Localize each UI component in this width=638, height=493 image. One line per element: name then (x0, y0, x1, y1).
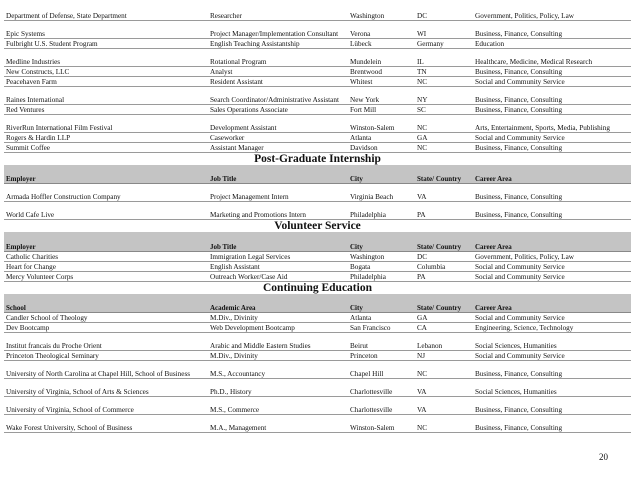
cell-career-area: Government, Politics, Policy, Law (473, 2, 631, 20)
cell-career-area: Business, Finance, Consulting (473, 184, 631, 202)
table-row (4, 20, 631, 38)
column-header: Employer (4, 165, 208, 184)
cell-career-area: Social and Community Service (473, 271, 631, 281)
column-header: Career Area (473, 294, 631, 313)
cell-position: Caseworker (208, 132, 348, 142)
cell-position: Web Development Bootcamp (208, 323, 348, 333)
cell-state: VA (415, 397, 473, 415)
section-title-row (4, 281, 631, 294)
cell-city: Chapel Hill (348, 361, 415, 379)
column-header: State/ Country (415, 294, 473, 313)
section-title: Volunteer Service (274, 220, 361, 232)
cell-state: NC (415, 415, 473, 433)
cell-state: GA (415, 132, 473, 142)
cell-state: SC (415, 104, 473, 114)
column-header-row (4, 294, 631, 313)
cell-organization: World Cafe Live (4, 202, 208, 220)
column-header: Career Area (473, 165, 631, 184)
cell-city: Winston-Salem (348, 114, 415, 132)
cell-state: PA (415, 202, 473, 220)
cell-state: IL (415, 48, 473, 66)
column-header-row (4, 165, 631, 184)
cell-city: Philadelphia (348, 271, 415, 281)
cell-position: Analyst (208, 66, 348, 76)
column-header: Academic Area (208, 294, 348, 313)
cell-career-area: Social and Community Service (473, 132, 631, 142)
cell-city: Washington (348, 251, 415, 261)
cell-city: Princeton (348, 351, 415, 361)
cell-organization: Fulbright U.S. Student Program (4, 38, 208, 48)
cell-position: Immigration Legal Services (208, 251, 348, 261)
cell-organization: Princeton Theological Seminary (4, 351, 208, 361)
table-row (4, 261, 631, 271)
cell-career-area: Business, Finance, Consulting (473, 397, 631, 415)
table-row (4, 184, 631, 202)
cell-position: English Teaching Assistantship (208, 38, 348, 48)
table-row (4, 142, 631, 152)
cell-career-area: Business, Finance, Consulting (473, 415, 631, 433)
cell-position: M.Div., Divinity (208, 351, 348, 361)
cell-state: NY (415, 86, 473, 104)
cell-organization: Armada Hoffler Construction Company (4, 184, 208, 202)
column-header: State/ Country (415, 165, 473, 184)
cell-career-area: Social and Community Service (473, 313, 631, 323)
cell-position: Researcher (208, 2, 348, 20)
cell-career-area: Social and Community Service (473, 76, 631, 86)
cell-state: PA (415, 271, 473, 281)
section-title: Continuing Education (263, 281, 372, 294)
cell-state: NC (415, 361, 473, 379)
cell-city: Atlanta (348, 132, 415, 142)
table-row (4, 271, 631, 281)
cell-career-area: Engineering, Science, Technology (473, 323, 631, 333)
table-row (4, 114, 631, 132)
cell-career-area: Business, Finance, Consulting (473, 86, 631, 104)
cell-position: Development Assistant (208, 114, 348, 132)
cell-organization: New Constructs, LLC (4, 66, 208, 76)
cell-position: Project Manager/Implementation Consultant (208, 20, 348, 38)
cell-state: CA (415, 323, 473, 333)
column-header: City (348, 232, 415, 251)
column-header: City (348, 294, 415, 313)
cell-organization: Wake Forest University, School of Business (4, 415, 208, 433)
cell-organization: Dev Bootcamp (4, 323, 208, 333)
cell-state: Germany (415, 38, 473, 48)
cell-city: Bogata (348, 261, 415, 271)
cell-position: M.S., Commerce (208, 397, 348, 415)
cell-organization: RiverRun International Film Festival (4, 114, 208, 132)
cell-career-area: Business, Finance, Consulting (473, 202, 631, 220)
cell-organization: Summit Coffee (4, 142, 208, 152)
cell-organization: University of Virginia, School of Arts & Sciences (4, 379, 208, 397)
cell-career-area: Social and Community Service (473, 351, 631, 361)
cell-city: Beirut (348, 333, 415, 351)
cell-city: Winston-Salem (348, 415, 415, 433)
cell-career-area: Business, Finance, Consulting (473, 142, 631, 152)
cell-position: Project Management Intern (208, 184, 348, 202)
section-title: Post-Graduate Internship (254, 152, 381, 165)
cell-career-area: Business, Finance, Consulting (473, 104, 631, 114)
cell-state: NC (415, 142, 473, 152)
cell-position: Sales Operations Associate (208, 104, 348, 114)
cell-organization: Epic Systems (4, 20, 208, 38)
cell-position: Search Coordinator/Administrative Assistant (208, 86, 348, 104)
table-row (4, 351, 631, 361)
table-row (4, 132, 631, 142)
cell-city: Lübeck (348, 38, 415, 48)
cell-organization: University of North Carolina at Chapel Hill, School of Business (4, 361, 208, 379)
cell-city: Verona (348, 20, 415, 38)
cell-city: Philadelphia (348, 202, 415, 220)
cell-state: VA (415, 184, 473, 202)
column-header-row (4, 232, 631, 251)
cell-position: Resident Assistant (208, 76, 348, 86)
cell-organization: Medline Industries (4, 48, 208, 66)
section-title-row (4, 152, 631, 165)
cell-state: GA (415, 313, 473, 323)
cell-city: Washington (348, 2, 415, 20)
cell-career-area: Healthcare, Medicine, Medical Research (473, 48, 631, 66)
cell-position: Arabic and Middle Eastern Studies (208, 333, 348, 351)
cell-city: Davidson (348, 142, 415, 152)
table-row (4, 313, 631, 323)
cell-city: Whitest (348, 76, 415, 86)
column-header: State/ Country (415, 232, 473, 251)
cell-state: DC (415, 2, 473, 20)
column-header: City (348, 165, 415, 184)
cell-organization: Candler School of Theology (4, 313, 208, 323)
cell-state: VA (415, 379, 473, 397)
cell-city: Charlottesville (348, 379, 415, 397)
cell-state: Columbia (415, 261, 473, 271)
table-row (4, 66, 631, 76)
table-row (4, 38, 631, 48)
table-row (4, 76, 631, 86)
cell-career-area: Business, Finance, Consulting (473, 20, 631, 38)
cell-career-area: Social Sciences, Humanities (473, 333, 631, 351)
cell-career-area: Arts, Entertainment, Sports, Media, Publishing (473, 114, 631, 132)
career-outcomes-table (4, 2, 631, 433)
table-row (4, 323, 631, 333)
cell-organization: Institut francais du Proche Orient (4, 333, 208, 351)
table-row (4, 2, 631, 20)
cell-state: NJ (415, 351, 473, 361)
cell-city: Brentwood (348, 66, 415, 76)
cell-city: Charlottesville (348, 397, 415, 415)
cell-state: Lebanon (415, 333, 473, 351)
cell-career-area: Social Sciences, Humanities (473, 379, 631, 397)
cell-city: Mundelein (348, 48, 415, 66)
column-header: School (4, 294, 208, 313)
cell-position: Assistant Manager (208, 142, 348, 152)
cell-position: Ph.D., History (208, 379, 348, 397)
cell-career-area: Government, Politics, Policy, Law (473, 251, 631, 261)
cell-position: Rotational Program (208, 48, 348, 66)
section-title-row (4, 220, 631, 233)
table-row (4, 415, 631, 433)
column-header: Career Area (473, 232, 631, 251)
cell-city: New York (348, 86, 415, 104)
cell-state: TN (415, 66, 473, 76)
cell-state: DC (415, 251, 473, 261)
cell-city: Fort Mill (348, 104, 415, 114)
cell-state: WI (415, 20, 473, 38)
cell-career-area: Education (473, 38, 631, 48)
cell-position: English Assistant (208, 261, 348, 271)
cell-career-area: Business, Finance, Consulting (473, 66, 631, 76)
cell-position: M.A., Management (208, 415, 348, 433)
cell-career-area: Social and Community Service (473, 261, 631, 271)
cell-state: NC (415, 114, 473, 132)
table-row (4, 333, 631, 351)
table-row (4, 379, 631, 397)
cell-organization: Rogers & Hardin LLP (4, 132, 208, 142)
table-row (4, 48, 631, 66)
cell-city: Virginia Beach (348, 184, 415, 202)
table-row (4, 251, 631, 261)
cell-organization: Mercy Volunteer Corps (4, 271, 208, 281)
cell-city: San Francisco (348, 323, 415, 333)
table-row (4, 104, 631, 114)
cell-organization: Raines International (4, 86, 208, 104)
table-row (4, 86, 631, 104)
cell-organization: Peacehaven Farm (4, 76, 208, 86)
cell-position: M.Div., Divinity (208, 313, 348, 323)
cell-organization: Heart for Change (4, 261, 208, 271)
cell-position: M.S., Accountancy (208, 361, 348, 379)
cell-organization: Red Ventures (4, 104, 208, 114)
cell-position: Outreach Worker/Case Aid (208, 271, 348, 281)
table-body (4, 2, 631, 433)
cell-career-area: Business, Finance, Consulting (473, 361, 631, 379)
cell-organization: University of Virginia, School of Commerce (4, 397, 208, 415)
cell-state: NC (415, 76, 473, 86)
column-header: Employer (4, 232, 208, 251)
column-header: Job Title (208, 165, 348, 184)
cell-position: Marketing and Promotions Intern (208, 202, 348, 220)
cell-city: Atlanta (348, 313, 415, 323)
cell-organization: Department of Defense, State Department (4, 2, 208, 20)
table-row (4, 361, 631, 379)
column-header: Job Title (208, 232, 348, 251)
table-row (4, 397, 631, 415)
table-row (4, 202, 631, 220)
page-number: 20 (599, 452, 608, 462)
cell-organization: Catholic Charities (4, 251, 208, 261)
